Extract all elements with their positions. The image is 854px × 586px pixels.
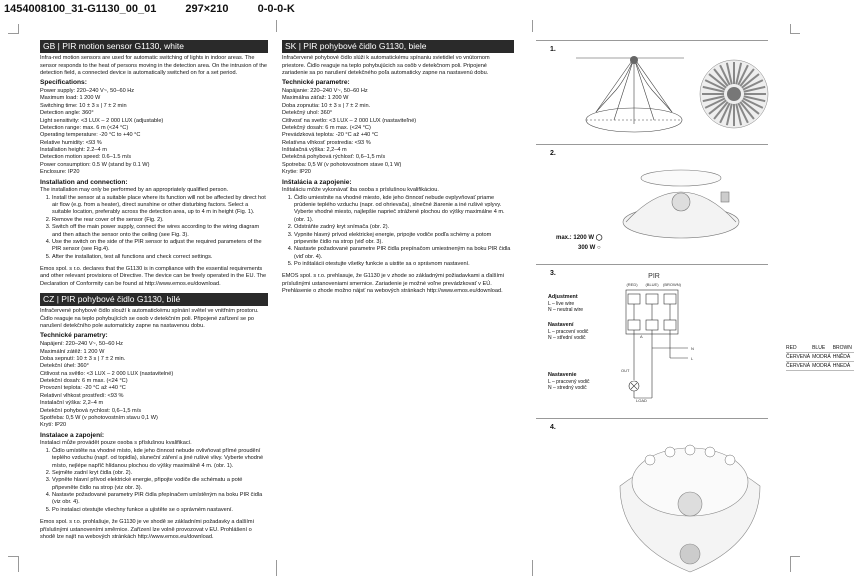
spec-heading-cz: Technické parametry: (40, 332, 108, 340)
spec-line: Installation height: 2.2–4 m (40, 147, 107, 154)
crop-mark (8, 33, 18, 34)
doc-code: 1454008100_31-G1130_00_01 (4, 3, 157, 15)
legend-cz (548, 322, 588, 341)
spec-line: Maximální zátěž: 1 200 W (40, 348, 105, 355)
crop-mark (18, 24, 19, 34)
declaration-cz: Emos spol. s r.o. prohlašuje, že G1130 je ve shodě se základními požadavky a dalšími příslušnými ustanoveními směrnice. Zařízení lze volně provozovat v EU. Prohlášení o shodě lze najít na webových stránkách http://www.emos.eu/download. (40, 519, 254, 540)
max-label: max.: (556, 235, 572, 241)
spec-heading-gb: Specifications: (40, 79, 87, 87)
spec-list-gb (40, 88, 268, 177)
legend-sk-title: Nastavenie (548, 372, 577, 378)
legend-sk (548, 372, 590, 391)
spec-line: Enclosure: IP20 (40, 169, 80, 176)
install-step: 2. Sejměte zadní kryt čidla (obr. 2). (52, 470, 268, 477)
figure-4-number: 4. (550, 424, 556, 431)
spec-line: Maximum load: 1 200 W (40, 95, 101, 102)
doc-size: 297×210 (185, 3, 229, 15)
wire-table-cell: HNEDÁ (833, 362, 854, 371)
crop-mark (790, 33, 800, 34)
wire-table-row (786, 362, 854, 371)
spec-line: Detekční dosah: 6 m max. (<24 °C) (40, 378, 128, 385)
crop-mark (532, 560, 533, 576)
install-step: 2. Odstráňte zadný kryt snímača (obr. 2). (294, 224, 514, 231)
crop-mark (790, 556, 800, 557)
declaration-gb: Emos spol. s r.o. declares that the G1130 is in compliance with the essential requirements and other relevant provisions of Directive. The device can be freely operated in the EU. The Declaration of Conformity can be found at http://www.emos.eu/download. (40, 266, 267, 287)
wire-table-cell: BROWN (832, 345, 852, 351)
legend-cz-n: N – střední vodič (548, 335, 586, 341)
wire-color-table (786, 344, 854, 371)
install-step: 3. Vypnite hlavný prívod elektrickej energie, pripojte vodiče podľa schémy a potom pripevnite čidlo na strop (viď obr. 3). (294, 232, 514, 247)
terminal-l-label: L (691, 356, 694, 361)
install-step: 3. Vypněte hlavní přívod elektrické energie, připojte vodiče dle schématu a poté připevněte čidlo na strop (viz obr. 3). (52, 477, 268, 492)
figure-1-number: 1. (550, 46, 556, 53)
intro-sk: Infračervené pohybové čidlo slúži k automatickému spínaniu svietidiel vo vnútornom priestore. Čidlo reaguje na teplo pohybujúcich sa osôb v detekčnom poli. Pripojené zariadenie sa po narušení detekčného poľa automaticky zapne na nastavenú dobu. (282, 55, 490, 76)
figure-2-divider (536, 144, 768, 145)
install-steps-sk (282, 195, 514, 269)
install-step: 3. Switch off the main power supply, connect the wires according to the wiring diagram and then attach the sensor onto the ceiling (see Fig. 3). (52, 224, 268, 239)
wire-table-row (786, 344, 854, 353)
figure-4-sensor-switches (610, 424, 770, 584)
install-steps-gb (40, 195, 268, 261)
terminal-a-label: A (640, 334, 643, 339)
spec-line: Krytie: IP20 (282, 169, 311, 176)
crop-mark (790, 556, 791, 572)
spec-line: Spotřeba: 0,5 W (v pohotovostním stavu 0,1 W) (40, 414, 158, 421)
install-step: 5. After the installation, test all functions and check correct settings. (52, 254, 268, 261)
section-title-cz: CZ | PIR pohybové čidlo G1130, bílé (40, 293, 268, 306)
spec-line: Provozní teplota: -20 °C až +40 °C (40, 385, 126, 392)
spec-line: Detekčný dosah: 6 m max. (<24 °C) (282, 124, 371, 131)
max-load-legend (556, 234, 602, 253)
install-step: 1. Čidlo umístěte na vhodné místo, kde jeho činnost nebude ovlivňovat přímé proudění teplého vzduchu (např. od topidla), sluneční záření a jiné rušivé vlivy. Vyberte vhodné místo, nejlépe napříč hlídanou plochou do výšky maximálně 4 m. (obr. 1). (52, 448, 268, 470)
crop-mark (532, 20, 533, 32)
install-step: 1. Install the sensor at a suitable place where its function will not be affected by direct hot air flow (e.g. from a heater), direct sunshine or other disturbing factors. Select a suitable location, preferably across the detection area, up to 4 m in height (Fig. 1). (52, 195, 268, 217)
spec-line: Detection range: max. 6 m (<24 °C) (40, 124, 129, 131)
spec-line: Detekčná pohybová rýchlosť: 0,6–1,5 m/s (282, 154, 386, 161)
led-icon: ○ (597, 244, 601, 251)
install-step: 2. Remove the rear cover of the sensor (Fig. 2). (52, 217, 268, 224)
terminal-blue: (BLUE) (645, 282, 659, 287)
spec-line: Operating temperature: -20 °C to +40 °C (40, 132, 141, 139)
legend-cz-l: L – pracovní vodič (548, 328, 589, 335)
wire-table-cell: HNĚDÁ (833, 353, 854, 362)
spec-line: Relative humidity: <93 % (40, 139, 102, 146)
crop-mark (18, 556, 19, 572)
out-label: OUT (621, 368, 630, 373)
terminal-brown: (BROWN) (663, 282, 681, 287)
legend-sk-l: L – pracovný vodič (548, 378, 590, 385)
doc-color: 0-0-0-K (257, 3, 295, 15)
figure-3-wiring-diagram (614, 268, 694, 404)
install-intro-sk: Inštaláciu môže vykonávať iba osoba s príslušnou kvalifikáciou. (282, 187, 439, 194)
install-step: 4. Nastavte požadované parametry PIR čidla přepínačem umístěným na boku PIR čidla (viz obr. 4). (52, 492, 268, 507)
legend-en-title: Adjustment (548, 294, 578, 300)
legend-en-l: L – live wire (548, 300, 575, 307)
wire-table-cell: MODRÁ (812, 354, 831, 360)
spec-heading-sk: Technické parametre: (282, 79, 350, 87)
spec-line: Citlivost na světlo: <3 LUX – 2 000 LUX (nastavitelné) (40, 370, 174, 377)
crop-mark (276, 20, 277, 32)
column-sk (282, 40, 514, 296)
load-label: LOAD (636, 398, 647, 403)
spec-line: Doba zopnutia: 10 ± 3 s | 7 ± 2 min. (282, 102, 371, 109)
spec-line: Power supply: 220–240 V~, 50–60 Hz (40, 88, 135, 95)
spec-line: Napájanie: 220–240 V~, 50–60 Hz (282, 88, 368, 95)
spec-line: Relativní vlhkost prostředí: <93 % (40, 392, 124, 399)
figure-3-number: 3. (550, 270, 556, 277)
wire-table-cell: MODRÁ (812, 363, 831, 369)
spec-line: Maximálna záťaž: 1 200 W (282, 95, 349, 102)
spec-line: Prevádzková teplota: -20 °C až +40 °C (282, 132, 379, 139)
figure-4-divider (536, 418, 768, 419)
spec-line: Inštalačná výška: 2,2–4 m (282, 147, 347, 154)
legend-sk-n: N – stredný vodič (548, 385, 587, 391)
section-title-gb: GB | PIR motion sensor G1130, white (40, 40, 268, 53)
spec-line: Detekčný uhol: 360° (282, 110, 333, 117)
wire-table-cell: RED (786, 344, 812, 353)
spec-line: Light sensitivity: <3 LUX – 2 000 LUX (adjustable) (40, 117, 164, 124)
wire-table-cell: ČERVENÁ (786, 354, 811, 360)
install-steps-cz (40, 448, 268, 514)
install-heading-gb: Installation and connection: (40, 178, 128, 186)
print-header (4, 3, 321, 15)
column-gb-cz (40, 40, 268, 541)
intro-cz: Infračervené pohybové čidlo slouží k automatickému spínání světel ve vnitřním prostoru. Čidlo reaguje na teplo pohybujících se osob v detekčním poli. Připojené zařízení se po narušení detekčního pole automaticky zapne na nastavenou dobu. (40, 308, 259, 330)
spec-line: Spotreba: 0,5 W (v pohotovostnom stave 0,1 W) (282, 161, 402, 168)
spec-line: Instalační výška: 2,2–4 m (40, 400, 104, 407)
figure-3-divider (536, 264, 768, 265)
legend-en (548, 294, 583, 313)
legend-en-n: N – neutral wire (548, 307, 584, 313)
spec-list-cz (40, 341, 268, 430)
spec-line: Detekční pohybová rychlost: 0,6–1,5 m/s (40, 407, 142, 414)
terminal-n-label: N (691, 346, 694, 351)
section-title-sk: SK | PIR pohybové čidlo G1130, biele (282, 40, 514, 53)
spec-line: Napájení: 220–240 V~, 50–60 Hz (40, 341, 123, 348)
wire-table-cell: ČERVENÁ (786, 363, 811, 369)
figure-2-number: 2. (550, 150, 556, 157)
figure-2-sensor-mounting (586, 152, 766, 262)
crop-mark (276, 560, 277, 576)
spec-line: Power consumption: 0.5 W (stand by 0.1 W) (40, 161, 150, 168)
install-heading-cz: Instalace a zapojení: (40, 431, 105, 439)
spec-line: Detekční úhel: 360° (40, 363, 89, 370)
spec-list-sk (282, 88, 514, 177)
figure-1-divider (536, 40, 768, 41)
figure-1-detection-illustration (556, 50, 768, 142)
bulb-icon: ◯ (595, 235, 603, 241)
terminal-red: (RED) (626, 282, 638, 287)
spec-line: Citlivosť na svetlo: <3 LUX – 2 000 LUX (nastaviteľné) (282, 117, 417, 124)
spec-line: Switching time: 10 ± 3 s | 7 ± 2 min (40, 102, 127, 109)
install-heading-sk: Inštalácia a zapojenie: (282, 178, 352, 186)
install-step: 4. Nastavte požadované parametre PIR čidla prepínačom umiestneným na boku PIR čidla (viď obr. 4). (294, 246, 514, 261)
spec-line: Relatívna vlhkosť prostredia: <93 % (282, 139, 371, 146)
spec-line: Krytí: IP20 (40, 422, 67, 429)
max-300-value: 300 W (578, 244, 596, 251)
pir-label: PIR (648, 273, 660, 280)
install-step: 1. Čidlo umiestnite na vhodné miesto, kde jeho činnosť nebude ovplyvňovať priame prúdenie teplého vzduchu (napr. od ohrievača), slnečné žiarenie a iné rušivé vplyvy. Vyberte vhodné miesto, najlepšie naprieč strážené plochou do výšky maximálne 4 m. (obr. 1). (294, 195, 514, 225)
install-step: 5. Po instalaci otestujte všechny funkce a ujistěte se o správném nastavení. (52, 507, 268, 514)
install-intro-gb: The installation may only be performed by an appropriately qualified person. (40, 187, 229, 194)
wire-table-row (786, 353, 854, 362)
declaration-sk: EMOS spol. s r.o. prehlasuje, že G1130 je v zhode so základnými požiadavkami a ďalšími príslušnými ustanoveniami smernice. Zariadenie je možné voľne prevádzkovať v EÚ. Prehlásenie o zhode možno nájsť na webových stránkach http://www.emos.eu/download. (282, 273, 504, 295)
intro-gb: Infra-red motion sensors are used for automatic switching of lights in indoor areas. The sensor responds to the heat of persons moving in the detection area. On the intrusion of the detection field, a connected device is automatically switched on for a set period. (40, 55, 267, 76)
crop-mark (8, 556, 18, 557)
spec-line: Detection angle: 360° (40, 110, 94, 117)
wire-table-cell: BLUE (812, 344, 833, 353)
legend-cz-title: Nastavení (548, 322, 574, 328)
install-step: 4. Use the switch on the side of the PIR sensor to adjust the required parameters of the PIR sensor (see Fig.4). (52, 239, 268, 254)
spec-line: Detection motion speed: 0.6–1.5 m/s (40, 154, 132, 161)
install-step: 5. Po inštalácii otestujte všetky funkcie a uistite sa o správnom nastavení. (294, 261, 514, 268)
max-1200-value: 1200 W (573, 235, 595, 241)
spec-line: Doba sepnutí: 10 ± 3 s | 7 ± 2 min. (40, 355, 126, 362)
install-intro-cz: Instalaci může provádět pouze osoba s příslušnou kvalifikací. (40, 440, 192, 447)
